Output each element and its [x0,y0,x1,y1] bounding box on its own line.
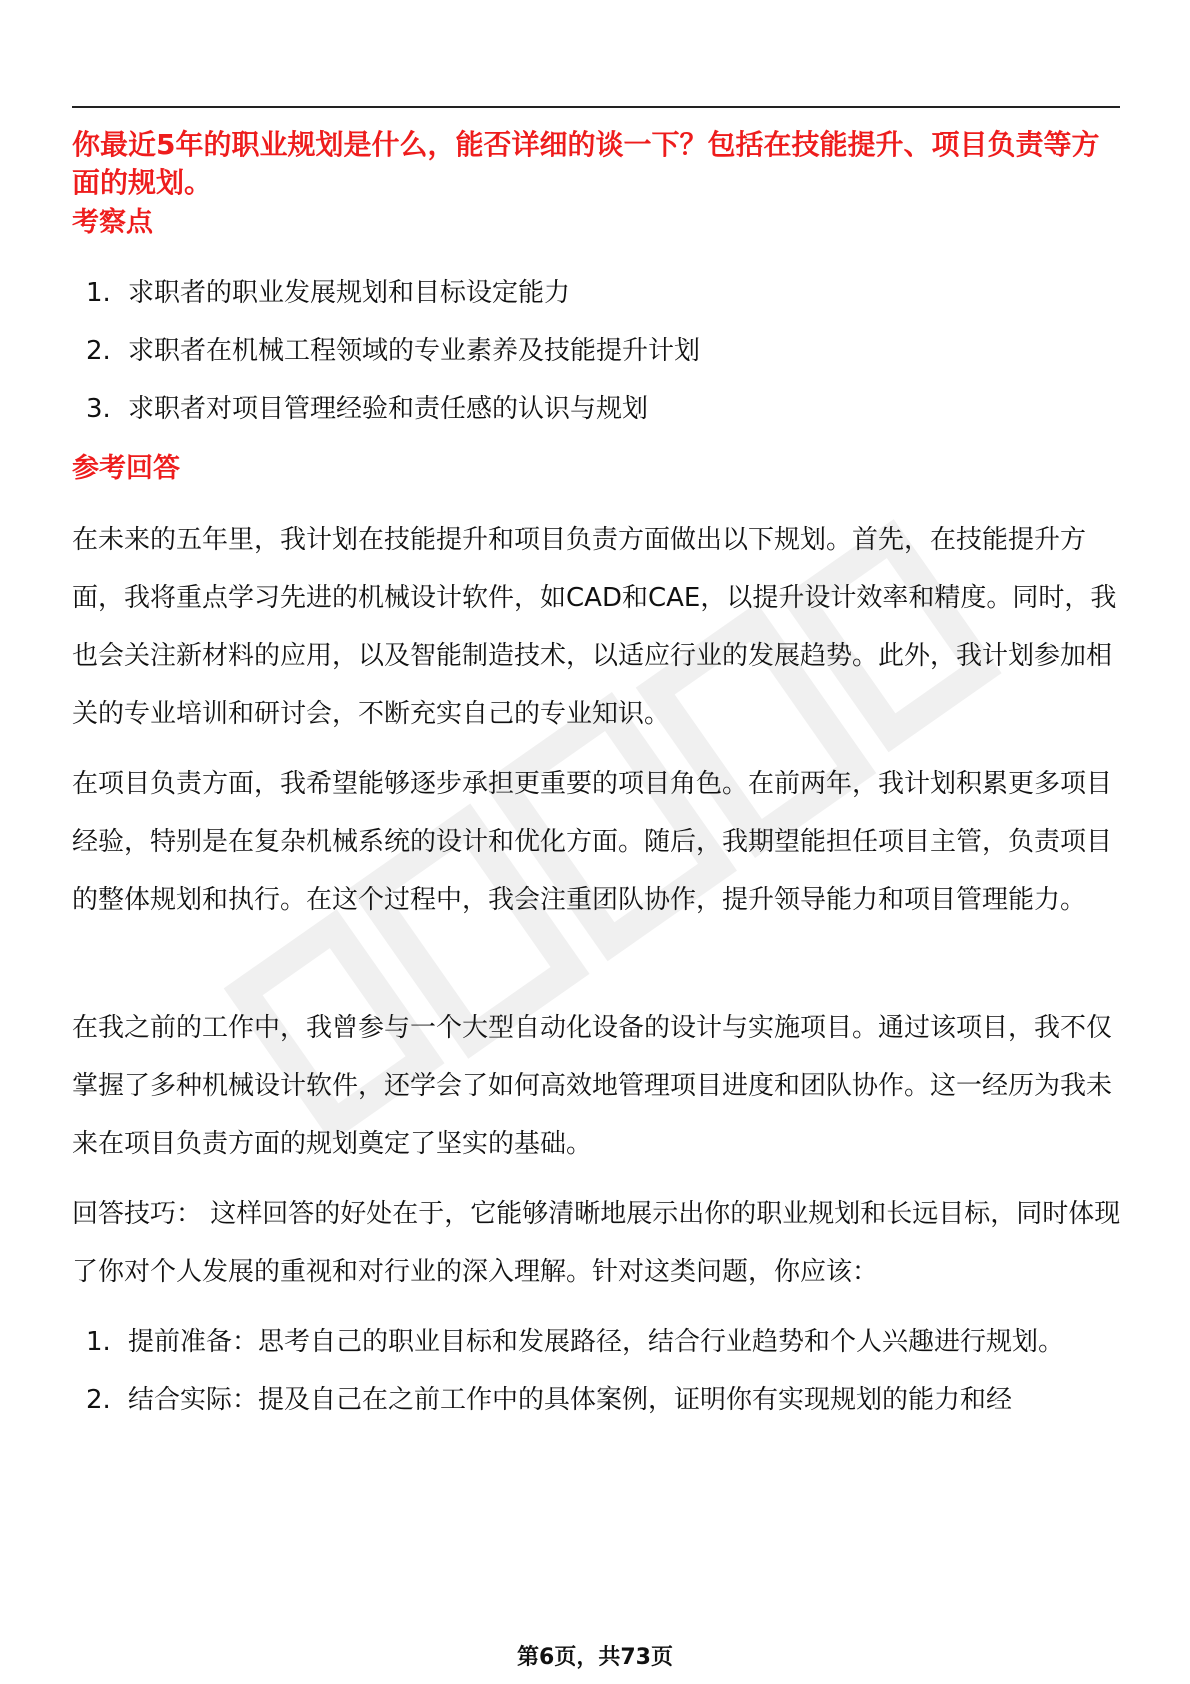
assess-list [72,264,1122,438]
tips-intro-paragraph: 回答技巧： 这样回答的好处在于，它能够清晰地展示出你的职业规划和长远目标，同时体现了你对个人发展的重视和对行业的深入理解。针对这类问题，你应该： [72,1199,1121,1287]
list-number: 2. [86,336,111,366]
page-number-footer: 第6页，共73页 [517,1645,673,1670]
list-text: 求职者对项目管理经验和责任感的认识与规划 [128,394,649,424]
list-number: 2. [86,1385,111,1415]
list-text: 求职者在机械工程领域的专业素养及技能提升计划 [128,336,701,366]
list-text: 提前准备：思考自己的职业目标和发展路径，结合行业趋势和个人兴趣进行规划。 [128,1327,1065,1357]
list-number: 1. [86,278,111,308]
answer-paragraph: 在项目负责方面，我希望能够逐步承担更重要的项目角色。在前两年，我计划积累更多项目经验，特别是在复杂机械系统的设计和优化方面。随后，我期望能担任项目主管，负责项目的整体规划和执行。在这个过程中，我会注重团队协作，提升领导能力和项目管理能力。 [72,769,1113,915]
list-item [72,380,1122,438]
tips-list [72,1313,1122,1429]
list-item [72,264,1122,322]
answer-paragraph: 在我之前的工作中，我曾参与一个大型自动化设备的设计与实施项目。通过该项目，我不仅掌握了多种机械设计软件，还学会了如何高效地管理项目进度和团队协作。这一经历为我未来在项目负责方面的规划奠定了坚实的基础。 [72,1013,1113,1159]
assess-heading: 考察点 [72,207,153,238]
list-item [72,322,1122,380]
question-title: 你最近5年的职业规划是什么，能否详细的谈一下？包括在技能提升、项目负责等方面的规划。 [72,128,1100,199]
list-text: 结合实际：提及自己在之前工作中的具体案例，证明你有实现规划的能力和经 [128,1385,1013,1415]
list-item [72,1371,1122,1429]
list-number: 1. [86,1327,111,1357]
list-item [72,1313,1122,1371]
answer-paragraph: 在未来的五年里，我计划在技能提升和项目负责方面做出以下规划。首先，在技能提升方面，我将重点学习先进的机械设计软件，如CAD和CAE，以提升设计效率和精度。同时，我也会关注新材料的应用，以及智能制造技术，以适应行业的发展趋势。此外，我计划参加相关的专业培训和研讨会，不断充实自己的专业知识。 [72,525,1117,729]
answer-heading: 参考回答 [72,453,180,484]
list-number: 3. [86,394,111,424]
list-text: 求职者的职业发展规划和目标设定能力 [128,278,571,308]
top-divider [72,106,1120,108]
